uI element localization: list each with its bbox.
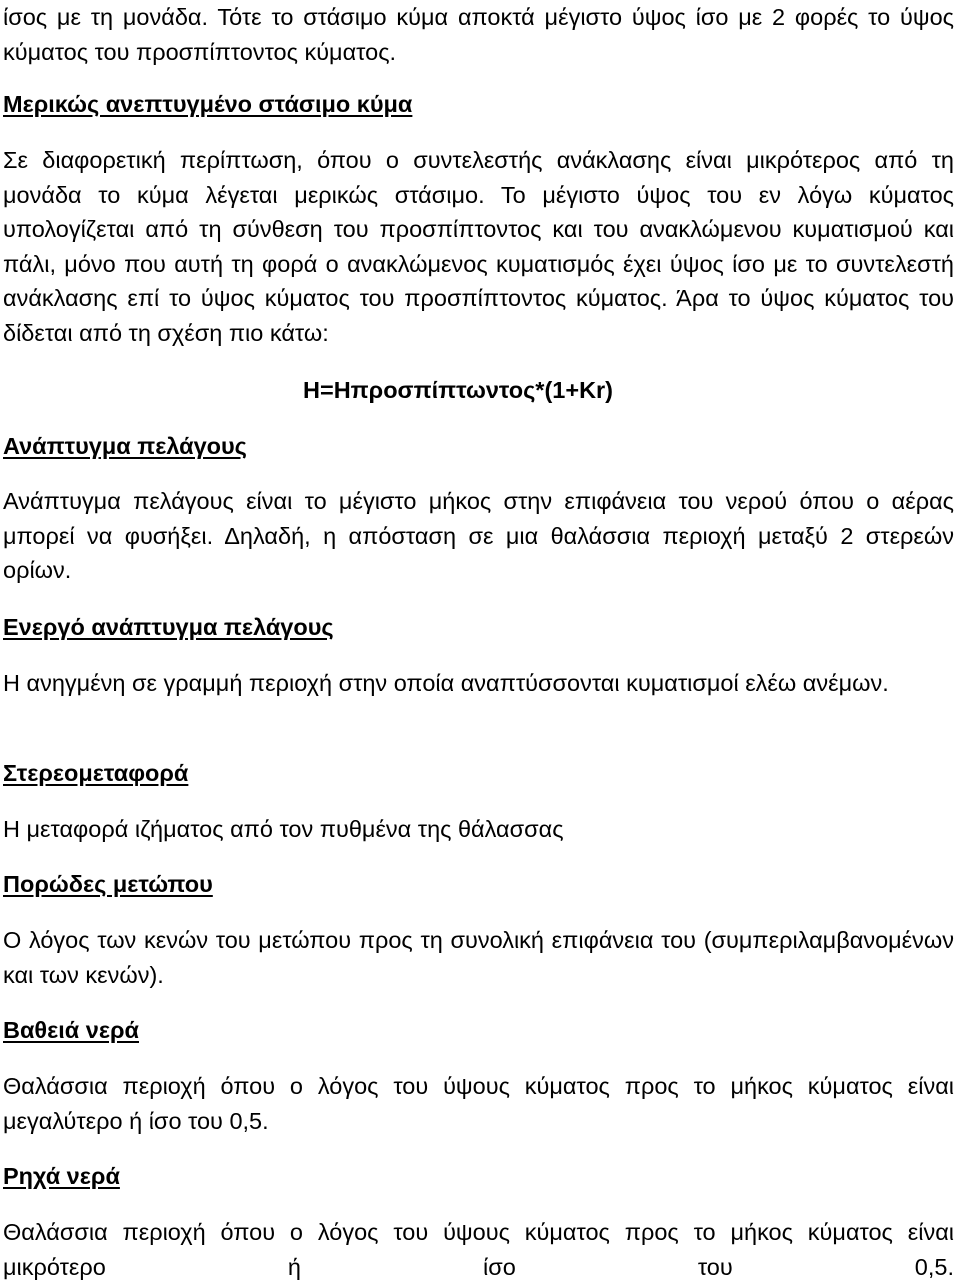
front-porosity-text: Ο λόγος των κενών του μετώπου προς τη συνολική επιφάνεια του (συμπεριλαμβανομένων και των κενών). [3,927,954,988]
bedload-heading: Στερεομεταφορά [3,760,189,786]
fetch-text: Ανάπτυγμα πελάγους είναι το μέγιστο μήκος στην επιφάνεια του νερού όπου ο αέρας μπορεί να φυσήξει. Δηλαδή, η απόσταση σε μια θαλάσσια περιοχή μεταξύ 2 στερεών ορίων. [3,488,954,583]
partial-standing-wave-heading: Μερικώς ανεπτυγμένο στάσιμο κύμα [3,91,413,117]
intro-paragraph: ίσος με τη μονάδα. Τότε το στάσιμο κύμα αποκτά μέγιστο ύψος ίσο με 2 φορές το ύψος κύματος του προσπίπτοντος κύματος. [3,4,954,65]
shallow-water-text: Θαλάσσια περιοχή όπου ο λόγος του ύψους κύματος προς το μήκος κύματος είναι μικρότερο ή ίσο του 0,5. [3,1219,954,1280]
front-porosity-heading: Πορώδες μετώπου [3,871,213,897]
partial-standing-wave-text: Σε διαφορετική περίπτωση, όπου ο συντελεστής ανάκλασης είναι μικρότερος από τη μονάδα το κύμα λέγεται μερικώς στάσιμο. Το μέγιστο ύψος του εν λόγω κύματος υπολογίζεται από τη σύνθεση του προσπίπτοντος και του ανακλώμενου κυματισμού και πάλι, μόνο που αυτή τη φορά ο ανακλώμενος κυματισμός έχει ύψος ίσο με το συντελεστή ανάκλασης επί το ύψος κύματος του προσπίπτοντος κύματος. Άρα το ύψος κύματος του δίδεται από τη σχέση πιο κάτω: [3,147,954,346]
effective-fetch-heading: Ενεργό ανάπτυγμα πελάγους [3,614,334,640]
bedload-text: Η μεταφορά ιζήματος από τον πυθμένα της θάλασσας [3,816,564,842]
deep-water-text: Θαλάσσια περιοχή όπου ο λόγος του ύψους κύματος προς το μήκος κύματος είναι μεγαλύτερο ή ίσο του 0,5. [3,1073,954,1134]
shallow-water-heading: Ρηχά νερά [3,1163,120,1189]
deep-water-heading: Βαθειά νερά [3,1017,139,1043]
fetch-heading: Ανάπτυγμα πελάγους [3,433,247,459]
effective-fetch-text: Η ανηγμένη σε γραμμή περιοχή στην οποία αναπτύσσονται κυματισμοί ελέω ανέμων. [3,670,889,696]
wave-height-formula: H=Hπροσπίπτωντος*(1+Kr) [303,377,614,403]
